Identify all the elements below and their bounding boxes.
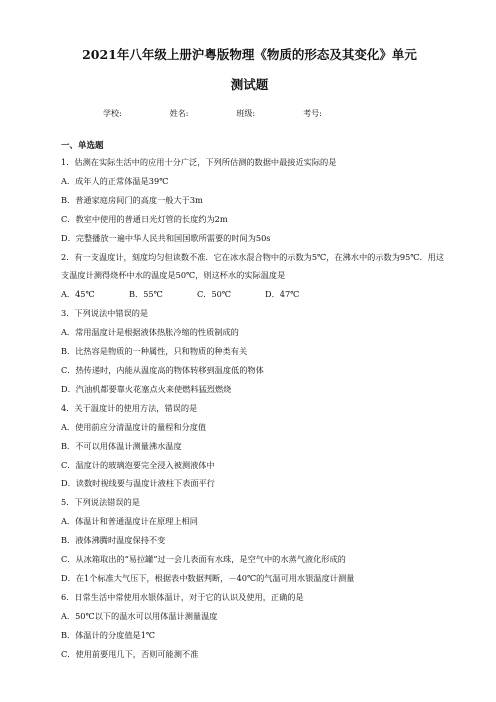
title-line-2: 测试题 xyxy=(230,77,269,92)
option-d: D．完整播放一遍中华人民共和国国歌所需要的时间为50s xyxy=(61,232,271,243)
question-4 xyxy=(61,399,444,494)
option-b: B．体温计的分度值是1℃ xyxy=(61,629,156,640)
option-a: A．成年人的正常体温是39℃ xyxy=(61,175,169,186)
option-a: A．常用温度计是根据液体热胀冷缩的性质制成的 xyxy=(61,327,239,338)
option-b: B．不可以用体温计测量沸水温度 xyxy=(61,440,182,451)
option-c: C．使用前要甩几下，否则可能测不准 xyxy=(61,648,199,659)
options-row xyxy=(61,285,444,304)
option-b: B．55℃ xyxy=(129,289,163,300)
question-stem: 6．日常生活中常使用水银体温计，对于它的认识及使用，正确的是 xyxy=(61,591,304,602)
option-a: A．使用前应分清温度计的量程和分度值 xyxy=(61,421,207,432)
question-1 xyxy=(61,153,444,248)
option-d: D．在1个标准大气压下，根据表中数据判断，－40℃的气温可用水银温度计测量 xyxy=(61,572,355,583)
question-stem: 2．有一支温度计，刻度均匀但读数不准．它在冰水混合物中的示数为5℃，在沸水中的示数为95℃．用这支温度计测得烧杯中水的温度是50℃，则这杯水的实际温度是 xyxy=(61,251,445,281)
question-3 xyxy=(61,304,444,399)
number-field-label: 考号: xyxy=(303,109,322,118)
question-stem: 4．关于温度计的使用方法，错误的是 xyxy=(61,402,198,413)
class-field-label: 班级: xyxy=(236,109,256,118)
question-5 xyxy=(61,493,444,588)
question-6 xyxy=(61,588,444,664)
option-d: D．47℃ xyxy=(265,289,300,300)
question-2 xyxy=(61,248,444,305)
option-d: D．读数时视线要与温度计液柱下表面平行 xyxy=(61,478,215,489)
option-b: B．液体沸腾时温度保持不变 xyxy=(61,535,166,546)
question-stem: 1．估测在实际生活中的应用十分广泛，下列所估测的数据中最接近实际的是 xyxy=(61,157,337,167)
option-b: B．比热容是物质的一种属性，只和物质的种类有关 xyxy=(61,346,248,357)
student-info-row xyxy=(61,108,444,119)
option-b: B．普通家庭房间门的高度一般大于3m xyxy=(61,194,203,205)
question-stem: 3．下列说法中错误的是 xyxy=(61,308,149,319)
option-c: C．温度计的玻璃泡要完全浸入被测液体中 xyxy=(61,459,215,470)
option-c: C．50℃ xyxy=(197,289,232,300)
option-c: C．热传递时，内能从温度高的物体转移到温度低的物体 xyxy=(61,364,264,375)
name-field-label: 姓名: xyxy=(169,109,189,118)
title-line-1: 2021年八年级上册沪粤版物理《物质的形态及其变化》单元 xyxy=(82,47,417,62)
option-c: C．从冰箱取出的“易拉罐”过一会儿表面有水珠，是空气中的水蒸气液化形成的 xyxy=(61,554,346,565)
question-stem: 5．下列说法错误的是 xyxy=(61,497,140,508)
option-a: A．体温计和普通温度计在原理上相同 xyxy=(61,516,198,527)
school-field-label: 学校: xyxy=(103,109,122,118)
option-a: A．50℃以下的温水可以用体温计测量温度 xyxy=(61,610,218,621)
document-title xyxy=(55,40,444,100)
option-d: D．汽油机都要靠火花塞点火来使燃料猛烈燃烧 xyxy=(61,383,232,394)
option-c: C．教室中使用的普通日光灯管的长度约为2m xyxy=(61,213,228,224)
option-a: A．45℃ xyxy=(61,289,95,300)
section-heading: 一、单选题 xyxy=(61,141,104,151)
